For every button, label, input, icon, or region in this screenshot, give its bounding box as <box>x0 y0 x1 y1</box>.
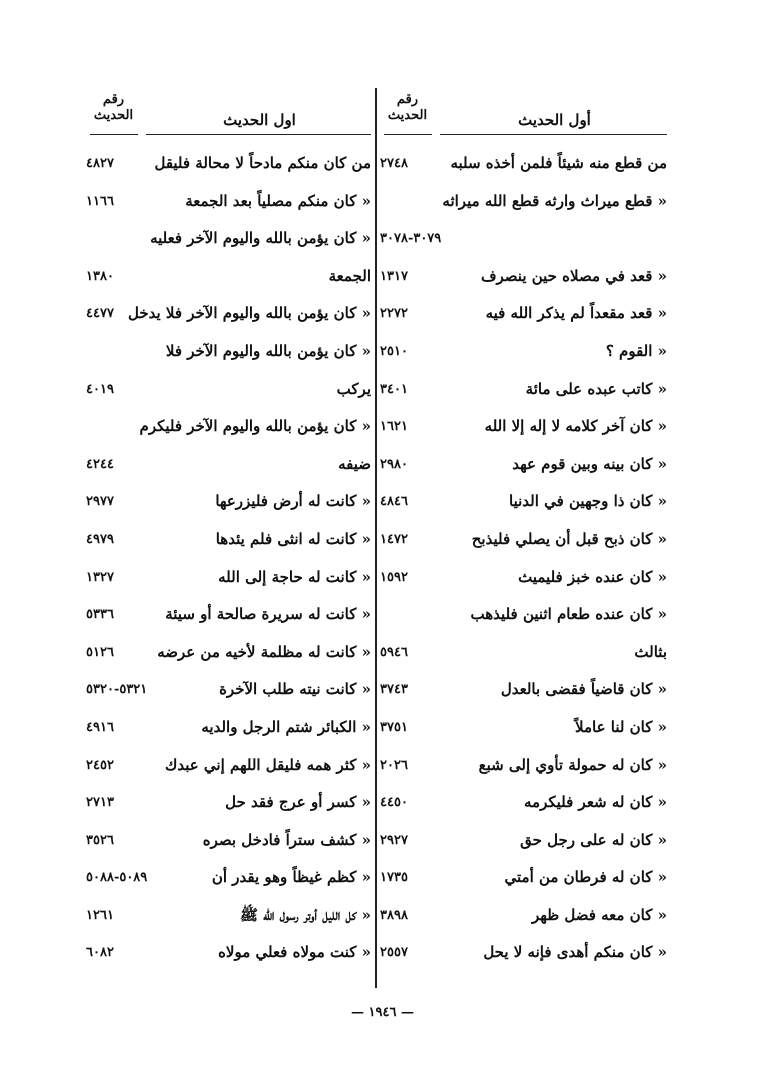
right-column-rows <box>380 148 667 975</box>
hadith-number: ١٦٢١ <box>380 419 408 435</box>
index-entry <box>86 674 371 712</box>
hadith-beginning-text: « كان ذبح قبل أن يصلي فليذبح <box>471 529 667 548</box>
column-divider <box>375 88 377 988</box>
hadith-number: ٤٨٤٦ <box>380 494 408 510</box>
hadith-number: ٣٥٢٦ <box>86 832 114 848</box>
index-entry <box>86 712 371 750</box>
hadith-beginning-text: من قطع منه شيئاً فلمن أخذه سلبه <box>450 154 667 172</box>
hadith-number-header: رقم الحديث <box>93 92 134 123</box>
hadith-beginning-text: « كان له على رجل حق <box>520 830 667 849</box>
index-entry <box>86 298 371 336</box>
index-entry <box>380 825 667 863</box>
hadith-beginning-text: « كظم غيظاً وهو يقدر أن <box>211 868 371 887</box>
hadith-beginning-text: « قعد في مصلاه حين ينصرف <box>480 266 667 285</box>
hadith-number: ٥٣٣٦ <box>86 607 114 623</box>
index-entry <box>380 186 667 224</box>
hadith-number: ٤٤٥٠ <box>380 795 408 811</box>
hadith-beginning-text: « كان معه فضل ظهر <box>532 905 667 924</box>
index-entry <box>380 637 667 675</box>
index-entry <box>380 862 667 900</box>
hadith-number: ٤٠١٩ <box>86 381 114 397</box>
page-number: — ١٩٤٦ — <box>351 1005 414 1020</box>
index-entry <box>86 486 371 524</box>
hadith-beginning-text: « كان يؤمن بالله واليوم الآخر فلا <box>165 341 371 360</box>
hadith-beginning-text: « كاتب عبده على مائة <box>525 379 667 398</box>
index-entry <box>86 599 371 637</box>
hadith-beginning-text: « كان لنا عاملاً <box>575 717 667 736</box>
hadith-beginning-text: « كان له شعر فليكرمه <box>524 793 667 812</box>
hadith-number: ٢٥٥٧ <box>380 945 408 961</box>
hadith-number: ٣٧٥١ <box>380 719 408 735</box>
hadith-beginning-text: « كان ذا وجهين في الدنيا <box>509 492 667 511</box>
hadith-beginning-text: « كان بينه وبين قوم عهد <box>512 454 667 473</box>
hadith-number: ٢٧٤٨ <box>380 156 408 171</box>
hadith-beginning-text: من كان منكم مادحاً لا محالة فليقل <box>154 154 371 172</box>
index-entry <box>380 900 667 938</box>
index-entry <box>380 524 667 562</box>
hadith-number: ٣٤٠١ <box>380 381 408 397</box>
hadith-beginning-text: « كان له حمولة تأوي إلى شبع <box>478 755 667 774</box>
hadith-number: ٤٩١٦ <box>86 719 114 735</box>
index-entry <box>86 223 371 261</box>
hadith-number: ١٣٢٧ <box>86 569 114 585</box>
hadith-number: ٢٢٧٢ <box>380 306 408 322</box>
hadith-beginning-text: « الكبائر شتم الرجل والديه <box>201 717 371 736</box>
hadith-beginning-text: « قطع ميراث وارثه قطع الله ميراثه <box>442 191 667 210</box>
hadith-number: ٤٤٧٧ <box>86 306 114 322</box>
header-underline-number <box>384 134 432 135</box>
hadith-number: ١٣١٧ <box>380 268 408 284</box>
hadith-number: ٣٠٧٩-٣٠٧٨ <box>380 231 442 247</box>
index-entry <box>86 411 371 449</box>
index-entry <box>380 148 667 186</box>
left-column-header <box>86 90 371 135</box>
hadith-beginning-text: « كثر همه فليقل اللهم إني عبدك <box>164 755 371 774</box>
index-entry <box>86 562 371 600</box>
index-entry <box>380 449 667 487</box>
hadith-beginning-header: اول الحديث <box>223 111 296 129</box>
hadith-beginning-text: « كان آخر كلامه لا إله إلا الله <box>484 417 667 436</box>
hadith-number: ١٤٧٢ <box>380 531 408 547</box>
left-column-rows <box>86 148 371 975</box>
hadith-beginning-text: « كانت نيته طلب الآخرة <box>219 680 371 699</box>
index-entry <box>86 937 371 975</box>
hadith-number: ١١٦٦ <box>86 193 114 209</box>
header-underline-number <box>90 134 138 135</box>
hadith-beginning-text: الجمعة <box>328 266 371 285</box>
hadith-number: ٢٠٢٦ <box>380 757 408 773</box>
hadith-beginning-text: « قعد مقعداً لم يذكر الله فيه <box>485 304 667 323</box>
hadith-number: ١٧٣٥ <box>380 870 408 886</box>
index-entry <box>86 186 371 224</box>
hadith-number-header: رقم الحديث <box>387 92 428 123</box>
hadith-beginning-text: « كان قاضياً فقضى بالعدل <box>500 680 667 699</box>
hadith-beginning-text: يركب <box>336 379 371 398</box>
hadith-number: ١٣٨٠ <box>86 268 114 284</box>
hadith-number: ٥٠٨٩-٥٠٨٨ <box>86 870 148 886</box>
hadith-number: ١٢٦١ <box>86 907 114 923</box>
index-entry <box>86 261 371 299</box>
hadith-number: ٢٩٨٠ <box>380 456 408 472</box>
hadith-beginning-text: « كان يؤمن بالله واليوم الآخر فلا يدخل <box>128 304 371 323</box>
index-entry <box>380 674 667 712</box>
index-entry <box>86 374 371 412</box>
index-entry <box>380 712 667 750</box>
hadith-number: ٣٧٤٣ <box>380 682 408 698</box>
index-entry <box>380 750 667 788</box>
index-entry <box>86 787 371 825</box>
index-entry <box>380 562 667 600</box>
hadith-number: ٢٩٧٧ <box>86 494 114 510</box>
index-entry <box>380 336 667 374</box>
index-entry <box>86 336 371 374</box>
index-entry <box>380 486 667 524</box>
hadith-beginning-text: « كنت مولاه فعلي مولاه <box>218 943 371 962</box>
index-entry <box>86 637 371 675</box>
hadith-beginning-text: ضيفه <box>338 454 371 473</box>
index-entry <box>86 449 371 487</box>
index-entry <box>380 599 667 637</box>
index-entry <box>380 261 667 299</box>
hadith-number: ٢٤٥٢ <box>86 757 114 773</box>
index-entry <box>380 298 667 336</box>
hadith-number: ٤٨٢٧ <box>86 156 114 171</box>
hadith-beginning-text: « كل الليل أوتر رسول الله ﷺ <box>239 905 371 924</box>
hadith-number: ٤٩٧٩ <box>86 531 114 547</box>
hadith-number: ٦٠٨٢ <box>86 945 114 961</box>
hadith-beginning-text: « كان عنده طعام اثنين فليذهب <box>470 605 667 624</box>
index-entry <box>86 900 371 938</box>
hadith-number: ٢٩٢٧ <box>380 832 408 848</box>
hadith-beginning-text: « كان له فرطان من أمتي <box>504 868 667 887</box>
index-entry <box>380 223 667 261</box>
hadith-beginning-text: « كان يؤمن بالله واليوم الآخر فعليه <box>150 229 371 248</box>
header-underline <box>146 134 371 135</box>
index-entry <box>380 937 667 975</box>
header-underline <box>440 134 667 135</box>
right-column-header <box>380 90 667 135</box>
hadith-number: ٢٥١٠ <box>380 343 408 359</box>
index-entry <box>380 411 667 449</box>
index-entry <box>86 750 371 788</box>
hadith-beginning-text: « كانت له انثى فلم يئدها <box>215 529 371 548</box>
hadith-number: ٢٧١٣ <box>86 795 114 811</box>
hadith-beginning-text: « كانت له مظلمة لأخيه من عرضه <box>157 642 371 661</box>
index-entry <box>86 524 371 562</box>
hadith-beginning-text: « كان منكم مصلياً بعد الجمعة <box>185 191 371 210</box>
hadith-number: ٤٢٤٤ <box>86 456 114 472</box>
hadith-beginning-text: « كانت له حاجة إلى الله <box>218 567 371 586</box>
hadith-beginning-text: « كان يؤمن بالله واليوم الآخر فليكرم <box>139 417 371 436</box>
index-entry <box>86 862 371 900</box>
hadith-beginning-text: بثالث <box>634 642 667 661</box>
hadith-number: ٥٣٢١-٥٣٢٠ <box>86 682 148 698</box>
hadith-number: ٥٩٤٦ <box>380 644 408 660</box>
index-entry <box>380 374 667 412</box>
hadith-number: ٥١٢٦ <box>86 644 114 660</box>
hadith-number: ٣٨٩٨ <box>380 907 408 923</box>
hadith-beginning-text: « كانت له أرض فليزرعها <box>215 492 371 511</box>
hadith-beginning-header: أول الحديث <box>518 111 591 129</box>
index-entry <box>86 148 371 186</box>
hadith-beginning-text: « كانت له سريرة صالحة أو سيئة <box>165 605 371 624</box>
hadith-beginning-text: « كسر أو عرج فقد حل <box>225 793 371 812</box>
hadith-beginning-text: « القوم ؟ <box>605 341 667 360</box>
hadith-number: ١٥٩٢ <box>380 569 408 585</box>
index-entry <box>380 787 667 825</box>
index-entry <box>86 825 371 863</box>
hadith-beginning-text: « كان عنده خبز فليميث <box>518 567 667 586</box>
hadith-beginning-text: « كشف ستراً فادخل بصره <box>202 830 371 849</box>
hadith-beginning-text: « كان منكم أهدى فإنه لا يحل <box>483 943 667 962</box>
